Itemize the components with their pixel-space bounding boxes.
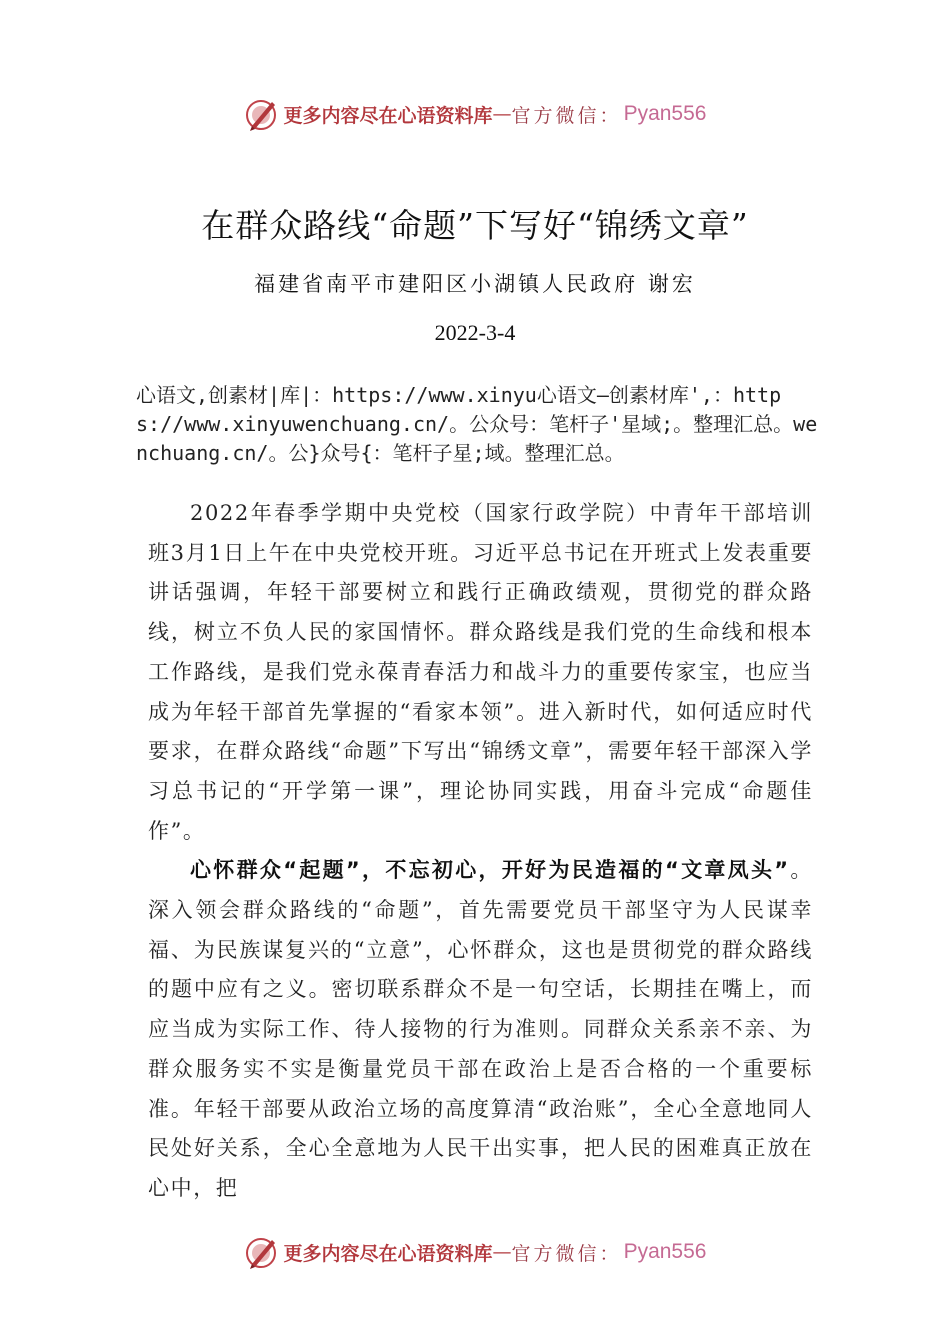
paragraph-2-lead: 心怀群众“起题”，不忘初心，开好为民造福的“文章凤头” (190, 858, 790, 883)
article-title: 在群众路线“命题”下写好“锦绣文章” (201, 206, 749, 245)
source-notice: 心语文,创素材|库|：https://www.xinyu心语文—创素材库',：https://www.xinyuwenchuang.cn/。公众号：笔杆子'星域;。整理汇总。wenchuang.cn/。公}众号{：笔杆子星;域。整理汇总。 (136, 383, 818, 465)
article-author: 福建省南平市建阳区小湖镇人民政府 谢宏 (254, 272, 696, 296)
pen-logo-icon (244, 96, 280, 132)
banner-brand-text: 更多内容尽在心语资料库 (283, 104, 493, 127)
article-date: 2022-3-4 (434, 320, 516, 345)
footer-banner (0, 1230, 950, 1274)
banner-wechat-label: 官方微信： (511, 1242, 622, 1265)
banner-wechat-id: Pyan556 (623, 102, 707, 125)
banner-dash: — (492, 1241, 512, 1263)
header-banner (0, 92, 950, 136)
article-body (148, 494, 813, 1209)
paragraph-2-body: 。深入领会群众路线的“命题”，首先需要党员干部坚守为人民谋幸福、为民族谋复兴的“立意”，心怀群众，这也是贯彻党的群众路线的题中应有之义。密切联系群众不是一句空话，长期挂在嘴上，而应当成为实际工作、待人接物的行为准则。同群众关系亲不亲、为群众服务实不实是衡量党员干部在政治上是否合格的一个重要标准。年轻干部要从政治立场的高度算清“政治账”，全心全意地同人民处好关系，全心全意地为人民干出实事，把人民的困难真正放在心中，把 (148, 858, 813, 1200)
banner-brand-text: 更多内容尽在心语资料库 (283, 1242, 493, 1265)
banner-dash: — (492, 103, 512, 125)
banner-wechat-label: 官方微信： (511, 104, 622, 127)
paragraph-2 (148, 851, 813, 1208)
pen-logo-icon (244, 1234, 280, 1270)
paragraph-1: 2022年春季学期中央党校（国家行政学院）中青年干部培训班3月1日上午在中央党校开班。习近平总书记在开班式上发表重要讲话强调，年轻干部要树立和践行正确政绩观，贯彻党的群众路线，树立不负人民的家国情怀。群众路线是我们党的生命线和根本工作路线，是我们党永葆青春活力和战斗力的重要传家宝，也应当成为年轻干部首先掌握的“看家本领”。进入新时代，如何适应时代要求，在群众路线“命题”下写出“锦绣文章”，需要年轻干部深入学习总书记的“开学第一课”，理论协同实践，用奋斗完成“命题佳作”。 (148, 501, 813, 843)
banner-wechat-id: Pyan556 (623, 1240, 707, 1263)
